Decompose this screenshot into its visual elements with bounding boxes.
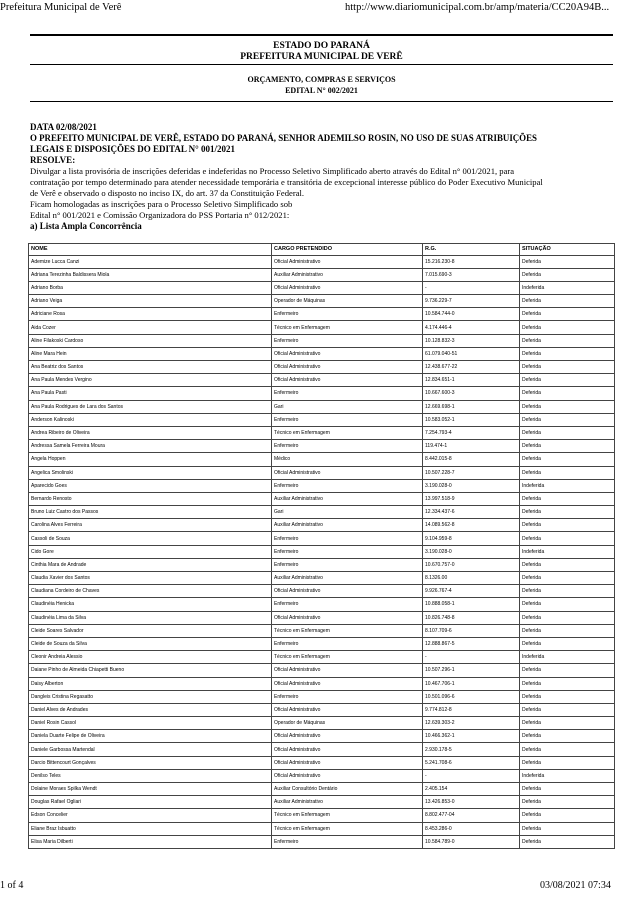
document-date: DATA 02/08/2021 [30,122,97,132]
cell-cargo: Enfermeiro [272,334,423,347]
cell-situacao: Deferida [520,756,615,769]
cell-rg: 8.107.709-6 [423,624,520,637]
cell-rg: 10.888.058-1 [423,598,520,611]
cell-cargo: Enfermeiro [272,637,423,650]
cell-cargo: Oficial Administrativo [272,374,423,387]
cell-name: Claudinéia Lima da Silva [29,611,272,624]
cell-situacao: Deferida [520,637,615,650]
cell-situacao: Deferida [520,334,615,347]
cell-name: Daniel Alves de Andrades [29,703,272,716]
table-row [29,426,615,439]
cell-name: Daniele Garbossa Martendal [29,743,272,756]
cell-cargo: Auxiliar Administrativo [272,796,423,809]
cell-rg: 9.926.767-4 [423,585,520,598]
cell-rg: 14.089.562-8 [423,519,520,532]
cell-rg: 8.1326.00 [423,572,520,585]
cell-rg: 7.254.793-4 [423,426,520,439]
resolve-label: RESOLVE: [30,155,76,165]
department-heading: ORÇAMENTO, COMPRAS E SERVIÇOS [247,75,396,84]
paragraph-line-1: Divulgar a lista provisória de inscrições deferidas e indeferidas no Processo Seletivo Simplificado aberto através do Edital n° 001/2021, para [30,166,515,176]
cell-name: Adriana Terezinha Baldissera Miola [29,268,272,281]
table-row [29,295,615,308]
cell-name: Eliane Braz Isbuatto [29,822,272,835]
top-rule [30,34,613,36]
cell-cargo: Técnico em Enfermagem [272,822,423,835]
cell-cargo: Enfermeiro [272,479,423,492]
table-row [29,321,615,334]
table-row [29,255,615,268]
homologadas-line-1: Ficam homologadas as inscrições para o Processo Seletivo Simplificado sob [30,199,293,209]
candidates-table [28,243,615,849]
cell-cargo: Enfermeiro [272,413,423,426]
cell-rg: 3.190.028-0 [423,545,520,558]
table-row [29,730,615,743]
cell-rg: 8.453.286-0 [423,822,520,835]
cell-name: Ademize Lucca Canzi [29,255,272,268]
cell-name: Angela Hoppen [29,453,272,466]
cell-rg: 10.501.096-6 [423,690,520,703]
cell-name: Cassoli de Souza [29,532,272,545]
cell-situacao: Deferida [520,295,615,308]
cell-name: Aline Mara Hein [29,347,272,360]
cell-rg: 12.334.437-6 [423,506,520,519]
heading-line-1: O PREFEITO MUNICIPAL DE VERÊ, ESTADO DO PARANÁ, SENHOR ADEMILSO ROSIN, NO USO DE SUAS ATRIBUIÇÕES [30,133,537,143]
browser-page-title: Prefeitura Municipal de Verê [0,2,122,13]
cell-situacao: Indeferida [520,769,615,782]
cell-name: Douglas Rafael Ogliari [29,796,272,809]
cell-name: Aida Cozer [29,321,272,334]
table-row [29,268,615,281]
cell-situacao: Deferida [520,717,615,730]
cell-situacao: Deferida [520,268,615,281]
table-row [29,440,615,453]
cell-name: Cido Gore [29,545,272,558]
cell-situacao: Deferida [520,598,615,611]
table-row [29,281,615,294]
cell-cargo: Gari [272,506,423,519]
table-row [29,492,615,505]
cell-cargo: Gari [272,400,423,413]
column-header-name: NOME [29,244,272,256]
column-header-cargo: CARGO PRETENDIDO [272,244,423,256]
cell-rg: 9.774.812-8 [423,703,520,716]
table-row [29,387,615,400]
table-header-row [29,244,615,256]
table-row [29,637,615,650]
cell-cargo: Enfermeiro [272,532,423,545]
column-header-situacao: SITUAÇÃO [520,244,615,256]
table-row [29,400,615,413]
cell-situacao: Deferida [520,506,615,519]
cell-situacao: Deferida [520,664,615,677]
cell-rg: 2.405.154 [423,783,520,796]
cell-cargo: Auxiliar Administrativo [272,268,423,281]
cell-cargo: Enfermeiro [272,545,423,558]
table-row [29,334,615,347]
table-row [29,835,615,848]
edital-heading: EDITAL N° 002/2021 [285,86,358,95]
cell-name: Carolina Alves Ferreira [29,519,272,532]
cell-cargo: Técnico em Enfermagem [272,651,423,664]
cell-name: Andrea Ribeiro de Oliveira [29,426,272,439]
cell-situacao: Deferida [520,532,615,545]
cell-rg: 10.467.706-1 [423,677,520,690]
cell-name: Ana Beatriz dos Santos [29,361,272,374]
table-row [29,479,615,492]
cell-rg: 10.584.744-0 [423,308,520,321]
print-timestamp: 03/08/2021 07:34 [540,880,611,891]
cell-situacao: Deferida [520,783,615,796]
table-row [29,308,615,321]
cell-name: Daniela Duarte Felipe de Oliveira [29,730,272,743]
table-row [29,506,615,519]
cell-rg: 15.216.230-8 [423,255,520,268]
cell-situacao: Deferida [520,585,615,598]
browser-url: http://www.diariomunicipal.com.br/amp/materia/CC20A94B... [345,2,610,13]
cell-rg: - [423,651,520,664]
cell-cargo: Oficial Administrativo [272,466,423,479]
table-row [29,532,615,545]
table-row [29,717,615,730]
cell-situacao: Deferida [520,255,615,268]
cell-rg: 12.438.677-22 [423,361,520,374]
table-row [29,783,615,796]
cell-name: Denilso Teles [29,769,272,782]
cell-cargo: Oficial Administrativo [272,611,423,624]
cell-name: Cleide de Souza da Silva [29,637,272,650]
cell-situacao: Deferida [520,809,615,822]
table-row [29,453,615,466]
cell-name: Daniel Rosin Cassol [29,717,272,730]
cell-name: Bernardo Renosto [29,492,272,505]
cell-rg: 10.826.748-8 [423,611,520,624]
header-rule [30,64,613,65]
cell-situacao: Deferida [520,387,615,400]
table-row [29,585,615,598]
cell-rg: 9.104.959-8 [423,532,520,545]
cell-cargo: Oficial Administrativo [272,585,423,598]
table-row [29,664,615,677]
cell-situacao: Indeferida [520,545,615,558]
cell-rg: 12.639.303-2 [423,717,520,730]
table-row [29,756,615,769]
cell-name: Claudiana Cordeiro de Chaves [29,585,272,598]
cell-situacao: Deferida [520,347,615,360]
table-row [29,822,615,835]
cell-cargo: Oficial Administrativo [272,756,423,769]
cell-rg: 10.584.789-0 [423,835,520,848]
cell-name: Bruno Luiz Castro dos Passos [29,506,272,519]
page-indicator: 1 of 4 [0,880,24,891]
cell-cargo: Oficial Administrativo [272,703,423,716]
cell-cargo: Enfermeiro [272,598,423,611]
cell-rg: 10.583.052-1 [423,413,520,426]
cell-name: Adriciane Rosa [29,308,272,321]
cell-cargo: Oficial Administrativo [272,677,423,690]
cell-situacao: Deferida [520,690,615,703]
table-row [29,703,615,716]
cell-situacao: Indeferida [520,479,615,492]
cell-situacao: Deferida [520,453,615,466]
cell-rg: 10.128.832-3 [423,334,520,347]
cell-name: Angelica Smolinski [29,466,272,479]
cell-name: Dangleis Cristina Regasatto [29,690,272,703]
cell-name: Anderson Kalinoski [29,413,272,426]
table-row [29,624,615,637]
cell-name: Elisa Maria Dilberti [29,835,272,848]
table-row [29,743,615,756]
cell-cargo: Enfermeiro [272,308,423,321]
cell-cargo: Técnico em Enfermagem [272,321,423,334]
table-row [29,413,615,426]
table-body [29,255,615,848]
cell-situacao: Deferida [520,466,615,479]
cell-name: Daiane Pinho de Almeida Chiapetti Bueno [29,664,272,677]
cell-cargo: Auxiliar Administrativo [272,492,423,505]
cell-rg: 5.241.708-6 [423,756,520,769]
cell-rg: 12.669.698-1 [423,400,520,413]
cell-rg: - [423,281,520,294]
cell-name: Ana Paula Mendes Vergino [29,374,272,387]
cell-situacao: Deferida [520,426,615,439]
cell-rg: 12.888.867-5 [423,637,520,650]
column-header-rg: R.G. [423,244,520,256]
table-row [29,796,615,809]
table-row [29,519,615,532]
cell-cargo: Técnico em Enfermagem [272,624,423,637]
table-row [29,651,615,664]
cell-name: Cleonir Andreia Alessio [29,651,272,664]
cell-rg: 8.802.477-04 [423,809,520,822]
cell-name: Adriano Veiga [29,295,272,308]
cell-situacao: Deferida [520,703,615,716]
cell-cargo: Enfermeiro [272,387,423,400]
cell-situacao: Deferida [520,796,615,809]
cell-name: Ana Paula Pasti [29,387,272,400]
cell-situacao: Deferida [520,308,615,321]
cell-name: Darcio Bittencourt Gonçalves [29,756,272,769]
cell-cargo: Oficial Administrativo [272,361,423,374]
cell-rg: - [423,769,520,782]
cell-situacao: Deferida [520,624,615,637]
cell-rg: 13.997.518-9 [423,492,520,505]
cell-situacao: Deferida [520,743,615,756]
section-title: a) Lista Ampla Concorrência [30,221,142,231]
table-row [29,374,615,387]
table-row [29,558,615,571]
cell-cargo: Oficial Administrativo [272,743,423,756]
cell-situacao: Indeferida [520,281,615,294]
cell-rg: 8.442.015-8 [423,453,520,466]
table-row [29,690,615,703]
cell-rg: 7.015.690-3 [423,268,520,281]
cell-situacao: Deferida [520,413,615,426]
cell-name: Claudinéia Henicka [29,598,272,611]
cell-situacao: Deferida [520,835,615,848]
cell-name: Aline Filakoski Cardoso [29,334,272,347]
cell-situacao: Deferida [520,822,615,835]
cell-cargo: Auxiliar Administrativo [272,519,423,532]
paragraph-line-2: contratação por tempo determinado para atender necessidade temporária e transitória de excepcional interesse público do Poder Executivo Municipal [30,177,543,187]
cell-cargo: Auxiliar Administrativo [272,572,423,585]
table-row [29,809,615,822]
cell-name: Cinthia Mara de Andrade [29,558,272,571]
cell-situacao: Indeferida [520,651,615,664]
cell-cargo: Oficial Administrativo [272,255,423,268]
table-row [29,466,615,479]
cell-rg: 12.834.651-1 [423,374,520,387]
cell-cargo: Operador de Máquinas [272,717,423,730]
homologadas-line-2: Edital n° 001/2021 e Comissão Organizadora do PSS Portaria n° 012/2021: [30,210,290,220]
cell-situacao: Deferida [520,374,615,387]
cell-situacao: Deferida [520,519,615,532]
cell-cargo: Enfermeiro [272,835,423,848]
cell-rg: 10.670.757-0 [423,558,520,571]
prefeitura-heading: PREFEITURA MUNICIPAL DE VERÊ [240,52,403,62]
cell-name: Edson Concelier [29,809,272,822]
table-row [29,347,615,360]
cell-cargo: Técnico em Enfermagem [272,809,423,822]
cell-cargo: Oficial Administrativo [272,347,423,360]
cell-cargo: Enfermeiro [272,440,423,453]
cell-cargo: Oficial Administrativo [272,664,423,677]
cell-situacao: Deferida [520,361,615,374]
table-row [29,572,615,585]
cell-situacao: Deferida [520,572,615,585]
cell-situacao: Deferida [520,440,615,453]
cell-name: Claudia Xavier dos Santos [29,572,272,585]
cell-name: Andressa Samela Ferreira Moura [29,440,272,453]
cell-rg: 4.174.446-4 [423,321,520,334]
cell-rg: 2.930.178-5 [423,743,520,756]
cell-rg: 9.736.229-7 [423,295,520,308]
table-row [29,545,615,558]
table-row [29,769,615,782]
table-row [29,361,615,374]
table-row [29,677,615,690]
paragraph-line-3: de Verê e observado o disposto no inciso IX, do art. 37 da Constituição Federal. [30,188,305,198]
cell-rg: 10.667.600-3 [423,387,520,400]
cell-cargo: Médico [272,453,423,466]
table-row [29,611,615,624]
cell-cargo: Técnico em Enfermagem [272,426,423,439]
cell-name: Aparecido Goes [29,479,272,492]
cell-name: Cleide Soares Salvador [29,624,272,637]
cell-rg: 3.190.028-0 [423,479,520,492]
cell-cargo: Enfermeiro [272,690,423,703]
cell-rg: 10.466.362-1 [423,730,520,743]
cell-situacao: Deferida [520,677,615,690]
cell-cargo: Oficial Administrativo [272,281,423,294]
cell-situacao: Deferida [520,558,615,571]
cell-situacao: Deferida [520,730,615,743]
cell-rg: 10.507.228-7 [423,466,520,479]
cell-cargo: Oficial Administrativo [272,769,423,782]
cell-rg: 119.474-1 [423,440,520,453]
cell-name: Ana Paula Rodrigues de Lara dos Santos [29,400,272,413]
table-row [29,598,615,611]
cell-situacao: Deferida [520,400,615,413]
state-heading: ESTADO DO PARANÁ [273,41,370,51]
cell-situacao: Deferida [520,611,615,624]
cell-cargo: Enfermeiro [272,558,423,571]
cell-situacao: Deferida [520,492,615,505]
heading-line-2: LEGAIS E DISPOSIÇÕES DO EDITAL N° 001/2021 [30,144,235,154]
cell-rg: 61.079.040-51 [423,347,520,360]
cell-cargo: Operador de Máquinas [272,295,423,308]
cell-name: Dolaine Moraes Spilka Wendt [29,783,272,796]
cell-situacao: Deferida [520,321,615,334]
cell-cargo: Oficial Administrativo [272,730,423,743]
cell-name: Adriano Borba [29,281,272,294]
cell-rg: 13.426.853-0 [423,796,520,809]
cell-cargo: Auxiliar Consultório Dentário [272,783,423,796]
cell-rg: 10.507.296-1 [423,664,520,677]
cell-name: Daisy Alberton [29,677,272,690]
separator-rule [30,101,613,102]
